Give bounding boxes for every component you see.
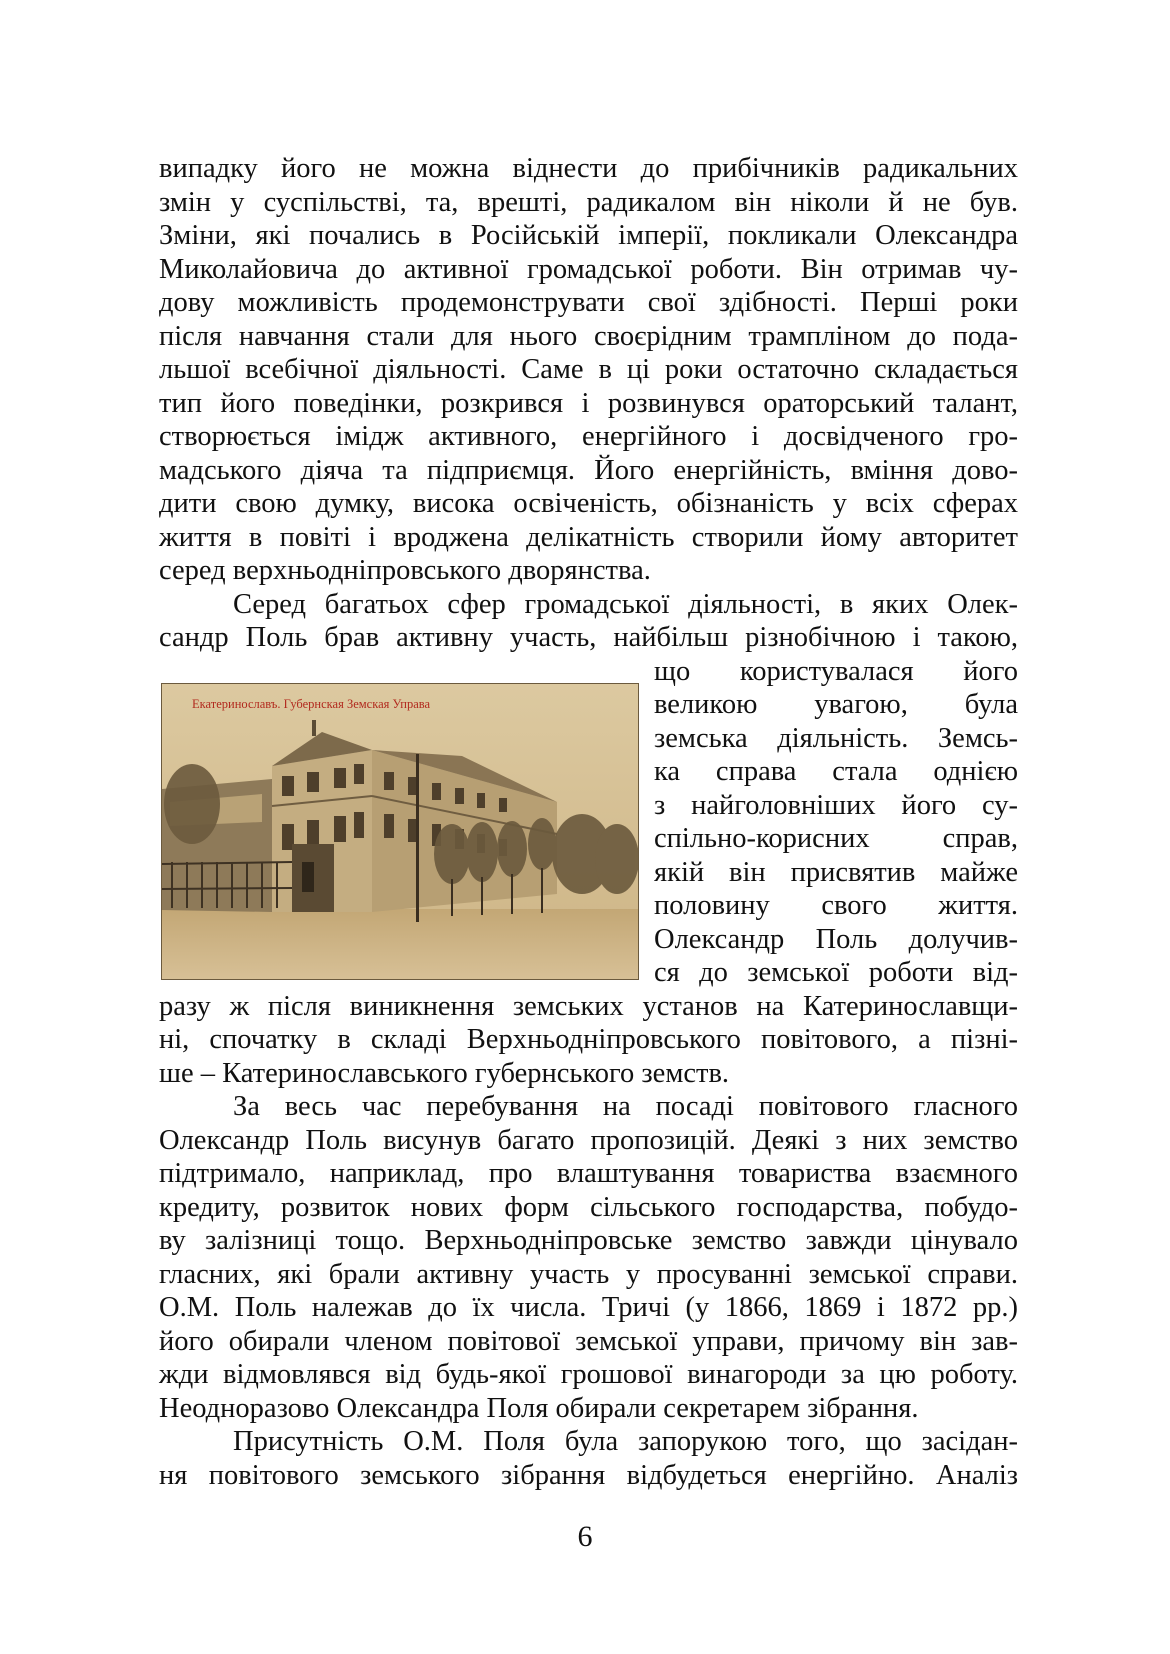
text-line: його обирали членом повітової земської управи, причому він зав-: [159, 1325, 1018, 1357]
text-line: Серед багатьох сфер громадської діяльності, в яких Олек-: [233, 588, 1018, 620]
page-number: 6: [577, 1520, 593, 1553]
text-line: Присутність О.М. Поля була запорукою того, що засідан-: [233, 1426, 1018, 1457]
text-line: ні, спочатку в складі Верхньодніпровського повітового, а пізні-: [159, 1024, 1018, 1055]
text-line: сандр Поль брав активну участь, найбільш різнобічною і такою,: [159, 622, 1018, 653]
text-line: підтримало, наприклад, про влаштування товариства взаємного: [159, 1158, 1018, 1189]
text-line: жди відмовлявся від будь-якої грошової винагороди за цю роботу.: [159, 1359, 1018, 1390]
photo-caption: Екатеринославъ. Губернская Земская Управа: [192, 697, 431, 711]
text-line: створюється імідж активного, енергійного і досвідченого гро-: [159, 421, 1018, 452]
text-line: з найголовніших його су-: [654, 789, 1018, 821]
text-line: спільно-корисних справ,: [654, 823, 1018, 854]
text-line: За весь час перебування на посаді повітового гласного: [233, 1091, 1018, 1122]
text-line: випадку його не можна віднести до прибічників радикальних: [159, 153, 1018, 184]
text-line: половину свого життя.: [654, 890, 1018, 921]
text-line: Олександр Поль висунув багато пропозицій. Деякі з них земство: [159, 1124, 1018, 1156]
paragraph-4: [159, 1425, 1018, 1492]
text-line: дити свою думку, висока освіченість, обізнаність у всіх сферах: [159, 488, 1018, 519]
text-line: льшої всебічної діяльності. Саме в ці роки остаточно складається: [159, 354, 1018, 385]
text-line: ка справа стала однією: [654, 756, 1018, 787]
historic-building-photo: [161, 683, 639, 980]
text-line: разу ж після виникнення земських установ на Катеринославщи-: [159, 990, 1018, 1022]
text-line: Олександр Поль долучив-: [654, 923, 1018, 955]
text-line: Неодноразово Олександра Поля обирали секретарем зібрання.: [159, 1392, 919, 1424]
text-line: Миколайовича до активної громадської роботи. Він отримав чу-: [159, 253, 1018, 285]
text-line: гласних, які брали активну участь у просуванні земської справи.: [159, 1258, 1018, 1290]
text-line: серед верхньодніпровського дворянства.: [159, 555, 651, 586]
text-line: кредиту, розвиток нових форм сільського господарства, побудо-: [159, 1191, 1018, 1223]
text-line: ву залізниці тощо. Верхньодніпровське земство завжди цінувало: [159, 1225, 1018, 1256]
text-line: Зміни, які почались в Російській імперії, покликали Олександра: [159, 220, 1018, 251]
text-line: змін у суспільстві, та, врешті, радикалом він ніколи й не був.: [159, 186, 1018, 218]
text-line: великою увагою, була: [654, 689, 1018, 720]
text-line: якій він присвятив майже: [654, 856, 1018, 888]
text-line: тип його поведінки, розкрився і розвинувся ораторський талант,: [159, 387, 1018, 419]
text-line: життя в повіті і вроджена делікатність створили йому авторитет: [159, 521, 1018, 553]
text-line: що користувалася його: [654, 655, 1018, 687]
text-line: ся до земської роботи від-: [654, 957, 1018, 988]
text-line: земська діяльність. Земсь-: [654, 722, 1018, 754]
text-line: після навчання стали для нього своєрідним трампліном до пода-: [159, 320, 1018, 352]
text-line: дову можливість продемонструвати свої здібності. Перші роки: [159, 287, 1018, 318]
text-line: О.М. Поль належав до їх числа. Тричі (у 1866, 1869 і 1872 рр.): [159, 1292, 1018, 1323]
text-line: ше – Катеринославського губернського земств.: [159, 1057, 730, 1089]
text-line: ня повітового земського зібрання відбудеться енергійно. Аналіз: [159, 1459, 1018, 1491]
paragraph-1: [159, 152, 1018, 588]
paragraph-3: [159, 1090, 1018, 1425]
text-line: мадського діяча та підприємця. Його енергійність, вміння дово-: [159, 454, 1018, 486]
